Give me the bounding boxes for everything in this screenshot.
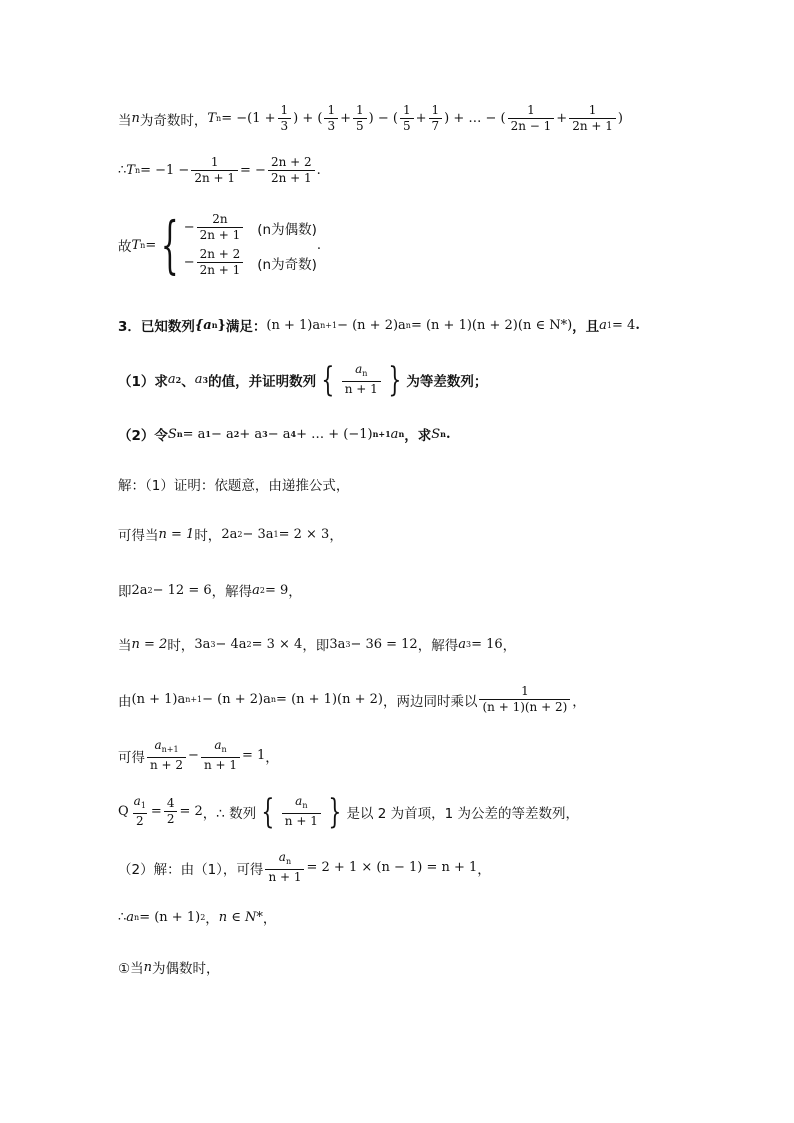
fraction: $\frac{a_n}{n + 1}$ [201,738,240,773]
question-3-part-2: （2）令 S n = a 1 − a 2 + a 3 − a 4 + … + (−1) n+1 a n ，求 S n . [118,426,451,444]
left-brace: { [261,791,275,832]
question-3: 3．已知数列 {a n } 满足： (n + 1)a n+1 − (n + 2)a n = (n + 1)(n + 2)(n ∈ N*) ，且 a 1 = 4 . [118,317,640,335]
solution-line-7: Q $\frac{a_1}{2}$ = $\frac{4}{2}$ = 2 ，∴ 数列 { $\frac{a_n}{n + 1}$ } 是以 2 为首项，1 为公差的等差数列， [118,791,580,832]
fraction: $\frac{1}{5}$ [353,103,367,134]
fraction: $\frac{2n + 2}{2n + 1}$ [197,247,244,278]
fraction: $\frac{a_n}{n + 1}$ [265,850,304,885]
fraction: $\frac{1}{(n + 1)(n + 2)}$ [479,684,570,715]
solution-line-9: ∴ a n = (n + 1) 2 ， n ∈ N* ， [118,909,277,927]
cases: − $\frac{2n}{2n + 1}$ (n为偶数) − $\frac{2n + 2}{2n + 1}$ (n为奇数) [183,212,317,277]
fraction: $\frac{1}{2n - 1}$ [508,103,555,134]
fraction: $\frac{1}{2n + 1}$ [191,155,238,186]
fraction: $\frac{a_{n+1}}{n + 2}$ [147,738,186,773]
question-3-part-1: （1）求 a 2 、 a 3 的值，并证明数列 { $\frac{a_n}{n + 1}$ } 为等差数列； [118,359,488,400]
right-brace: } [328,791,342,832]
fraction: $\frac{2n}{2n + 1}$ [197,212,244,243]
left-brace: { [161,208,179,281]
fraction: $\frac{1}{3}$ [278,103,292,134]
solution-line-6: 可得 $\frac{a_{n+1}}{n + 2}$ − $\frac{a_n}{n + 1}$ = 1 ， [118,738,279,772]
fraction: $\frac{1}{2n + 1}$ [569,103,616,134]
solution-line-1: 解：（1）证明：依题意，由递推公式， [118,478,350,494]
fraction: $\frac{a_n}{n + 1}$ [342,362,381,397]
solution-line-5: 由 (n + 1)a n+1 − (n + 2)a n = (n + 1)(n + 2) ，两边同时乘以 $\frac{1}{(n + 1)(n + 2)}$ ， [118,684,586,714]
solution-line-8: （2）解：由（1），可得 $\frac{a_n}{n + 1}$ = 2 + 1 × (n − 1) = n + 1 ， [118,850,491,884]
solution-line-3: 即 2a 2 − 12 = 6 ，解得 a 2 = 9 ， [118,582,302,600]
fraction: $\frac{2n + 2}{2n + 1}$ [268,155,315,186]
right-brace: } [388,359,402,400]
line-t-odd: 当 n 为奇数时， T n = −(1 + $\frac{1}{3}$ ) + ( $\frac{1}{3}$ + $\frac{1}{5}$ ) − ( $\frac{1}{5}$ + $\frac{1}{7}$ ) + … − ( $\frac{1}{2n - 1}$ + $\frac{1}{2n + 1}$ ) [118,103,623,133]
left-brace: { [321,359,335,400]
solution-line-2: 可得当 n = 1 时， 2a 2 − 3a 1 = 2 × 3 ， [118,526,343,544]
fraction: $\frac{4}{2}$ [164,796,178,827]
fraction: $\frac{1}{5}$ [400,103,414,134]
solution-line-4: 当 n = 2 时， 3a 3 − 4a 2 = 3 × 4 ，即 3a 3 − 36 = 12 ，解得 a 3 = 16 ， [118,636,517,654]
fraction: $\frac{a_1}{2}$ [133,794,146,828]
fraction: $\frac{1}{3}$ [324,103,338,134]
line-t-piecewise: 故 T n = { − $\frac{2n}{2n + 1}$ (n为偶数) − $\frac{2n + 2}{2n + 1}$ (n为奇数) . [118,208,322,281]
fraction: $\frac{a_n}{n + 1}$ [282,794,321,829]
line-t-result: ∴ T n = −1 − $\frac{1}{2n + 1}$ = − $\frac{2n + 2}{2n + 1}$ . [118,155,321,185]
solution-line-10: ①当 n 为偶数时， [118,959,220,977]
fraction: $\frac{1}{7}$ [429,103,443,134]
